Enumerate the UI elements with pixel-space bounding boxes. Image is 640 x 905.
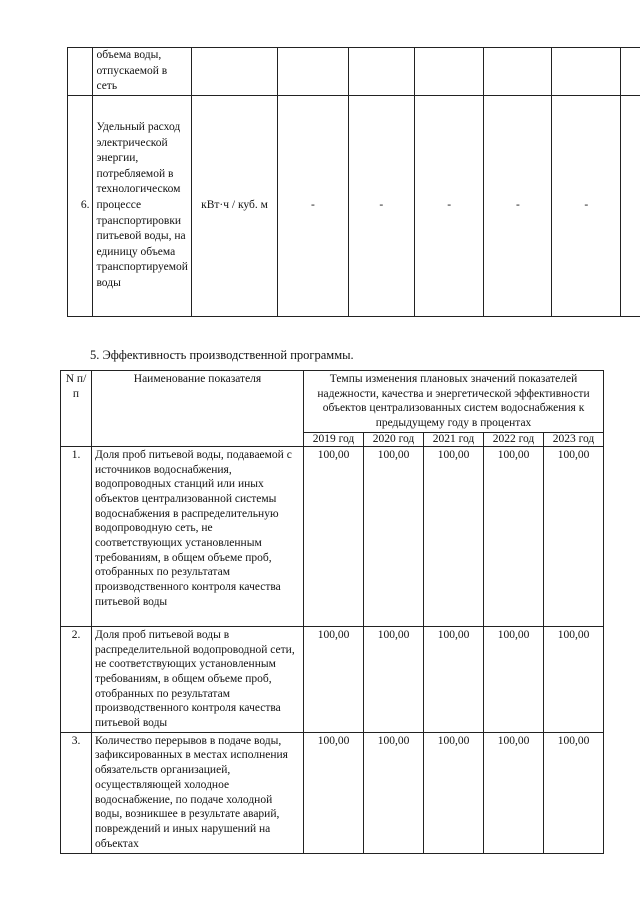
number-header: N п/п bbox=[61, 371, 92, 447]
row-number: 3. bbox=[61, 732, 92, 853]
value-cell: 100,00 bbox=[544, 446, 604, 626]
unit: кВт·ч / куб. м bbox=[191, 95, 277, 316]
name-header: Наименование показателя bbox=[92, 371, 304, 447]
row-number bbox=[68, 48, 93, 96]
header-row bbox=[61, 371, 604, 433]
efficiency-table bbox=[60, 370, 604, 854]
table-row bbox=[68, 48, 640, 96]
value-cell: 100,00 bbox=[544, 626, 604, 732]
indicators-table-continued bbox=[67, 47, 640, 317]
value-cell: 100,00 bbox=[304, 446, 364, 626]
table-row bbox=[61, 732, 604, 853]
indicator-name: Доля проб питьевой воды в распределительной водопроводной сети, не соответствующих установленным требованиям, в общем объеме проб, отобранных по результатам производственного контроля качества питьевой воды bbox=[92, 626, 304, 732]
value-cell: 100,00 bbox=[424, 732, 484, 853]
row-number: 1. bbox=[61, 446, 92, 626]
value-cell: 100,00 bbox=[364, 626, 424, 732]
value-cell: 100,00 bbox=[484, 732, 544, 853]
value-cell: - bbox=[278, 95, 349, 316]
value-cell: 100,00 bbox=[364, 446, 424, 626]
value-cell: 100,00 bbox=[304, 626, 364, 732]
row-number: 2. bbox=[61, 626, 92, 732]
year-header: 2022 год bbox=[484, 432, 544, 446]
value-cell: - bbox=[414, 95, 484, 316]
value-cell: 100,00 bbox=[364, 732, 424, 853]
value-cell: 100,00 bbox=[424, 626, 484, 732]
table-row bbox=[61, 446, 604, 626]
value-cell: - bbox=[348, 95, 414, 316]
group-header: Темпы изменения плановых значений показателей надежности, качества и энергетической эффективности объектов централизованных систем водоснабжения к предыдущему году в процентах bbox=[304, 371, 604, 433]
table-row bbox=[68, 95, 640, 316]
year-header: 2019 год bbox=[304, 432, 364, 446]
value-cell: - bbox=[484, 95, 552, 316]
row-number: 6. bbox=[68, 95, 93, 316]
value-cell: 100,00 bbox=[484, 446, 544, 626]
indicator-name: Доля проб питьевой воды, подаваемой с источников водоснабжения, водопроводных станций или иных объектов централизованной системы водоснабжения в распределительную водопроводную сеть, не соответствующих установленным требованиям, в общем объеме проб, отобранных по результатам производственного контроля качества питьевой воды bbox=[92, 446, 304, 626]
indicator-name: Удельный расход электрической энергии, потребляемой в технологическом процессе транспортировки питьевой воды, на единицу объема транспортируемой воды bbox=[93, 95, 191, 316]
year-header: 2020 год bbox=[364, 432, 424, 446]
section-title: 5. Эффективность производственной программы. bbox=[90, 348, 354, 362]
indicator-name: Количество перерывов в подаче воды, зафиксированных в местах исполнения обязательств организацией, осуществляющей холодное водоснабжение, по подаче холодной воды, возникшее в результате аварий, повреждений и иных нарушений на объектах bbox=[92, 732, 304, 853]
year-header: 2023 год bbox=[544, 432, 604, 446]
value-cell: - bbox=[552, 95, 621, 316]
value-cell: 100,00 bbox=[304, 732, 364, 853]
year-header: 2021 год bbox=[424, 432, 484, 446]
table-row bbox=[61, 626, 604, 732]
value-cell: 100,00 bbox=[484, 626, 544, 732]
value-cell: 100,00 bbox=[544, 732, 604, 853]
value-cell: 100,00 bbox=[424, 446, 484, 626]
indicator-name: объема воды, отпускаемой в сеть bbox=[93, 48, 191, 96]
